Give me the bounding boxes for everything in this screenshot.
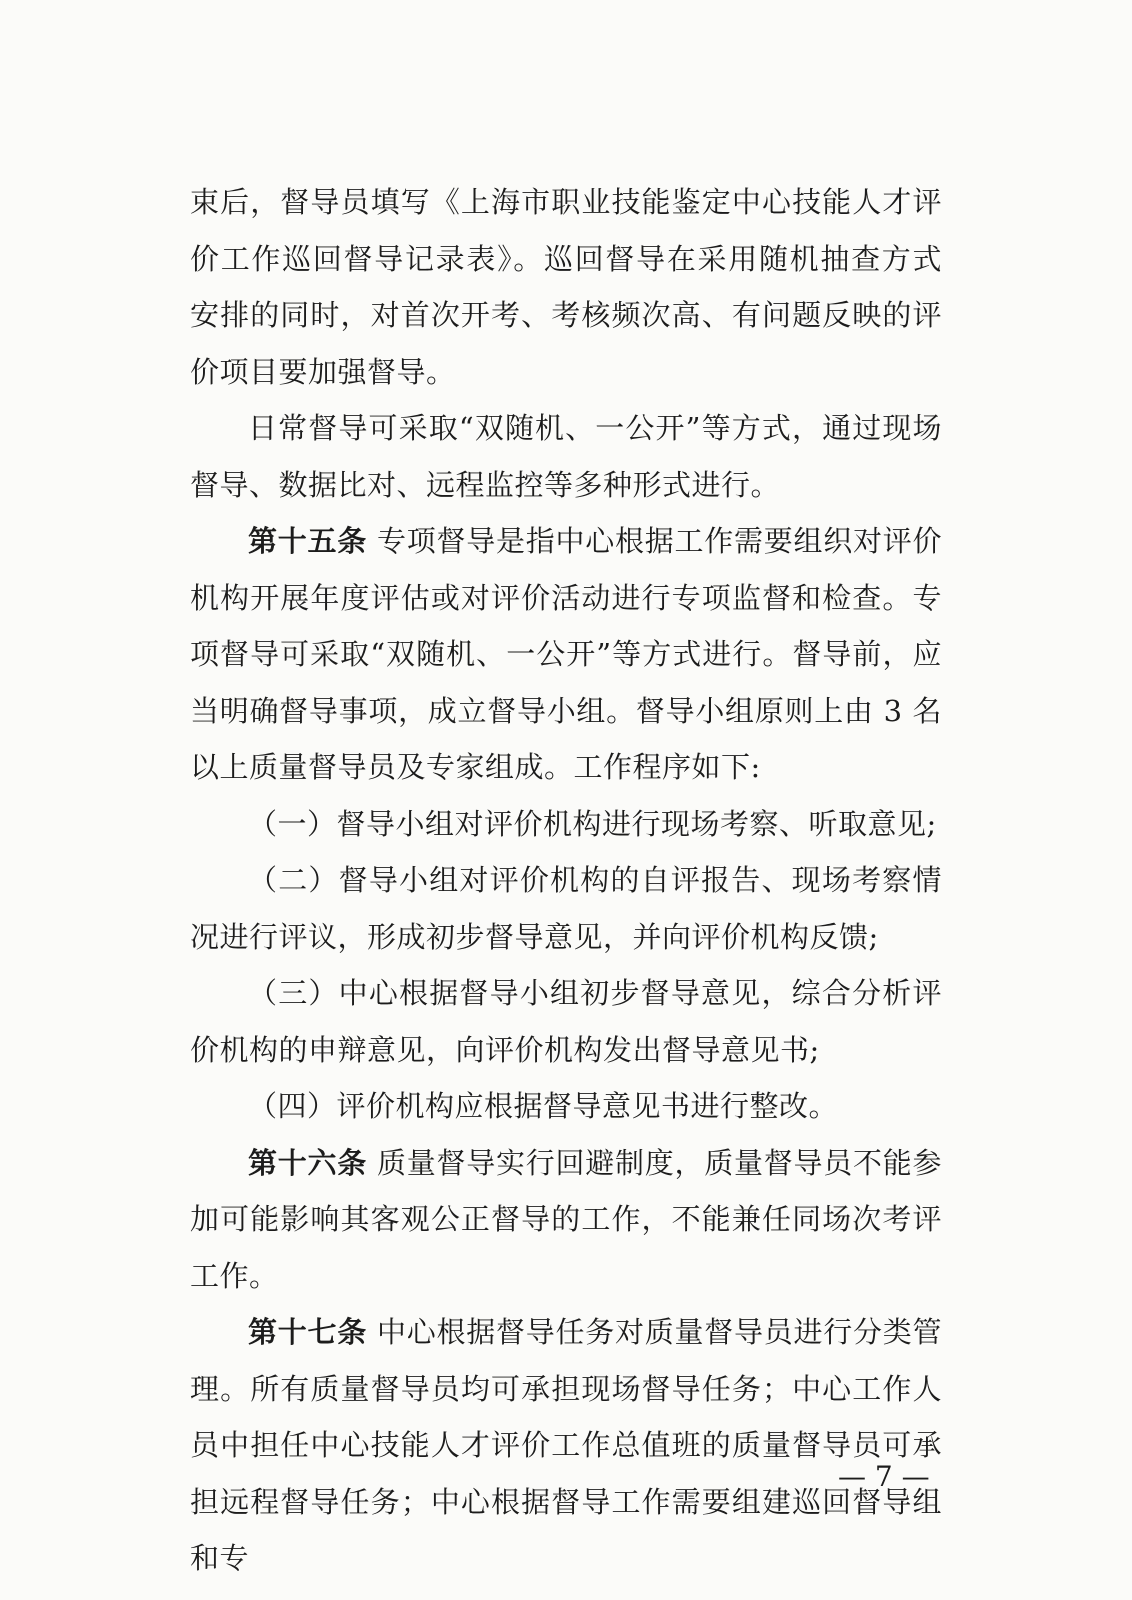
paragraph-text: 日常督导可采取“双随机、一公开”等方式，通过现场督导、数据比对、远程监控等多种形式进行。	[190, 411, 942, 502]
article-16	[190, 1135, 942, 1305]
paragraph-text: 中心根据督导任务对质量督导员进行分类管理。所有质量督导员均可承担现场督导任务；中心工作人员中担任中心技能人才评价工作总值班的质量督导员可承担远程督导任务；中心根据督导工作需要组建巡回督导组和专	[190, 1315, 942, 1575]
article-15	[190, 513, 942, 796]
paragraph-text: （四）评价机构应根据督导意见书进行整改。	[248, 1089, 839, 1123]
paragraph-text: 束后，督导员填写《上海市职业技能鉴定中心技能人才评价工作巡回督导记录表》。巡回督导在采用随机抽查方式安排的同时，对首次开考、考核频次高、有问题反映的评价项目要加强督导。	[190, 185, 942, 389]
procedure-item-4	[190, 1078, 942, 1135]
paragraph-text: （二）督导小组对评价机构的自评报告、现场考察情况进行评议，形成初步督导意见，并向评价机构反馈;	[190, 863, 942, 954]
article-label: 第十七条	[248, 1315, 368, 1349]
paragraph-text: 质量督导实行回避制度，质量督导员不能参加可能影响其客观公正督导的工作，不能兼任同场次考评工作。	[190, 1145, 942, 1293]
paragraph-continuation	[190, 174, 942, 400]
procedure-item-1	[190, 796, 942, 853]
paragraph-text: （三）中心根据督导小组初步督导意见，综合分析评价机构的申辩意见，向评价机构发出督导意见书;	[190, 976, 942, 1067]
paragraph-text: （一）督导小组对评价机构进行现场考察、听取意见;	[248, 806, 937, 841]
procedure-item-2	[190, 852, 942, 965]
article-label: 第十六条	[248, 1145, 368, 1180]
procedure-item-3	[190, 965, 942, 1078]
page-number: — 7 —	[838, 1460, 930, 1493]
article-17	[190, 1304, 942, 1587]
paragraph-text: 专项督导是指中心根据工作需要组织对评价机构开展年度评估或对评价活动进行专项监督和检查。专项督导可采取“双随机、一公开”等方式进行。督导前，应当明确督导事项，成立督导小组。督导小组原则上由 3 名以上质量督导员及专家组成。工作程序如下:	[190, 524, 942, 784]
article-label: 第十五条	[248, 524, 368, 558]
body-text	[190, 174, 942, 1587]
paragraph-daily-supervision	[190, 400, 942, 513]
